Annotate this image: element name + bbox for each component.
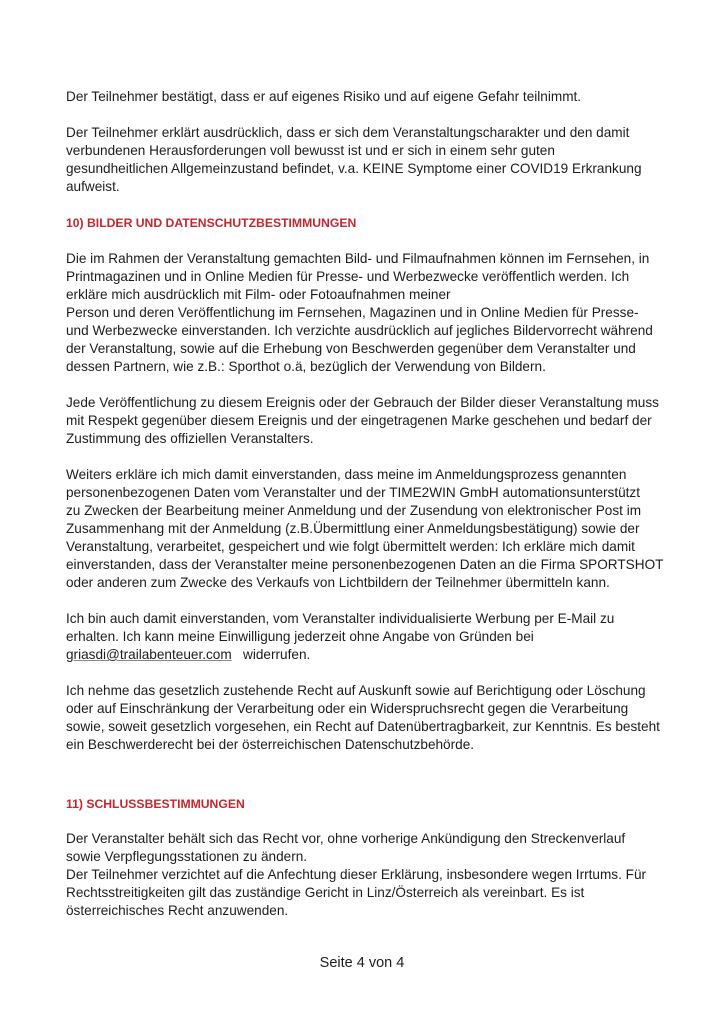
text-line: verbundenen Herausforderungen voll bewusst ist und er sich in einem sehr guten bbox=[66, 143, 555, 158]
email-link[interactable]: griasdi@trailabenteuer.com bbox=[66, 647, 232, 662]
section-10-rights-paragraph bbox=[66, 682, 666, 754]
text-line: und Werbezwecke einverstanden. Ich verzichte ausdrücklich auf jegliches Bildervorrecht während bbox=[66, 323, 653, 338]
text-line: Der Veranstalter behält sich das Recht vor, ohne vorherige Ankündigung den Streckenverlauf bbox=[66, 831, 626, 846]
text-line: sowie Verpflegungsstationen zu ändern. bbox=[66, 849, 308, 864]
text-line: zu Zwecken der Bearbeitung meiner Anmeldung und der Zusendung von elektronischer Post im bbox=[66, 503, 642, 518]
page-number-footer: Seite 4 von 4 bbox=[319, 955, 405, 971]
text-line: sowie, soweit gesetzlich vorgesehen, ein Recht auf Datenübertragbarkeit, zur Kenntnis. Es besteht bbox=[66, 719, 660, 734]
text-line: Rechtsstreitigkeiten gilt das zuständige Gericht in Linz/Österreich als vereinbart. Es ist bbox=[66, 885, 585, 900]
text-line: Weiters erkläre ich mich damit einverstanden, dass meine im Anmeldungsprozess genannten bbox=[66, 467, 627, 482]
intro-health-paragraph bbox=[66, 124, 666, 196]
text-line: einverstanden, dass der Veranstalter meine personenbezogenen Daten an die Firma SPORTSHOT bbox=[66, 557, 664, 572]
text-line: oder anderen zum Zwecke des Verkaufs von Lichtbildern der Teilnehmer übermitteln kann. bbox=[66, 575, 610, 590]
section-11-final-provisions-paragraph bbox=[66, 830, 666, 920]
text-line: oder auf Einschränkung der Verarbeitung oder ein Widerspruchsrecht gegen die Verarbeitung bbox=[66, 701, 629, 716]
text-line: ein Beschwerderecht bei der österreichischen Datenschutzbehörde. bbox=[66, 737, 475, 752]
text-line: österreichisches Recht anzuwenden. bbox=[66, 903, 289, 918]
text-line: Ich bin auch damit einverstanden, vom Veranstalter individualisierte Werbung per E-Mail zu bbox=[66, 611, 615, 626]
section-10-heading: 10) BILDER UND DATENSCHUTZBESTIMMUNGEN bbox=[66, 216, 357, 230]
text-line-with-email bbox=[66, 646, 666, 664]
text-line: Der Teilnehmer erklärt ausdrücklich, dass er sich dem Veranstaltungscharakter und den damit bbox=[66, 125, 630, 140]
text-line: Jede Veröffentlichung zu diesem Ereignis oder der Gebrauch der Bilder dieser Veranstaltung muss bbox=[66, 395, 659, 410]
section-10-publication-paragraph bbox=[66, 394, 666, 448]
section-10-media-paragraph bbox=[66, 250, 666, 376]
text-line: erhalten. Ich kann meine Einwilligung jederzeit ohne Angabe von Gründen bei bbox=[66, 629, 534, 644]
text-line: Person und deren Veröffentlichung im Fernsehen, Magazinen und in Online Medien für Presse- bbox=[66, 305, 639, 320]
text-line: gesundheitlichen Allgemeinzustand befindet, v.a. KEINE Symptome einer COVID19 Erkrankung bbox=[66, 161, 642, 176]
text-line: erkläre mich ausdrücklich mit Film- oder Fotoaufnahmen meiner bbox=[66, 287, 451, 302]
text-line: Printmagazinen und in Online Medien für Presse- und Werbezwecke veröffentlich werden. Ich bbox=[66, 269, 630, 284]
section-11-heading: 11) SCHLUSSBESTIMMUNGEN bbox=[66, 797, 245, 811]
text-line: Ich nehme das gesetzlich zustehende Recht auf Auskunft sowie auf Berichtigung oder Löschung bbox=[66, 683, 646, 698]
text-line: Der Teilnehmer verzichtet auf die Anfechtung dieser Erklärung, insbesondere wegen Irrtums. Für bbox=[66, 867, 647, 882]
intro-risk-paragraph bbox=[66, 88, 666, 106]
text-line: Zustimmung des offiziellen Veranstalters. bbox=[66, 431, 314, 446]
text-line: aufweist. bbox=[66, 179, 120, 194]
text-line: Der Teilnehmer bestätigt, dass er auf eigenes Risiko und auf eigene Gefahr teilnimmt. bbox=[66, 89, 582, 104]
text-line: personenbezogenen Daten vom Veranstalter und der TIME2WIN GmbH automationsunterstützt bbox=[66, 485, 641, 500]
text-line: Zusammenhang mit der Anmeldung (z.B.Übermittlung einer Anmeldungsbestätigung) sowie der bbox=[66, 521, 640, 536]
text-line: Veranstaltung, verarbeitet, gespeichert und wie folgt übermittelt werden: Ich erkläre mich damit bbox=[66, 539, 635, 554]
text-line: der Veranstaltung, sowie auf die Erhebung von Beschwerden gegenüber dem Veranstalter und bbox=[66, 341, 636, 356]
section-10-advertising-paragraph bbox=[66, 610, 666, 664]
text-line: dessen Partnern, wie z.B.: Sporthot o.ä, bezüglich der Verwendung von Bildern. bbox=[66, 359, 546, 374]
text-line: Die im Rahmen der Veranstaltung gemachten Bild- und Filmaufnahmen können im Fernsehen, in bbox=[66, 251, 650, 266]
text-fragment: widerrufen. bbox=[243, 647, 311, 662]
text-line: mit Respekt gegenüber diesem Ereignis und der eingetragenen Marke geschehen und bedarf der bbox=[66, 413, 652, 428]
section-10-data-processing-paragraph bbox=[66, 466, 666, 592]
